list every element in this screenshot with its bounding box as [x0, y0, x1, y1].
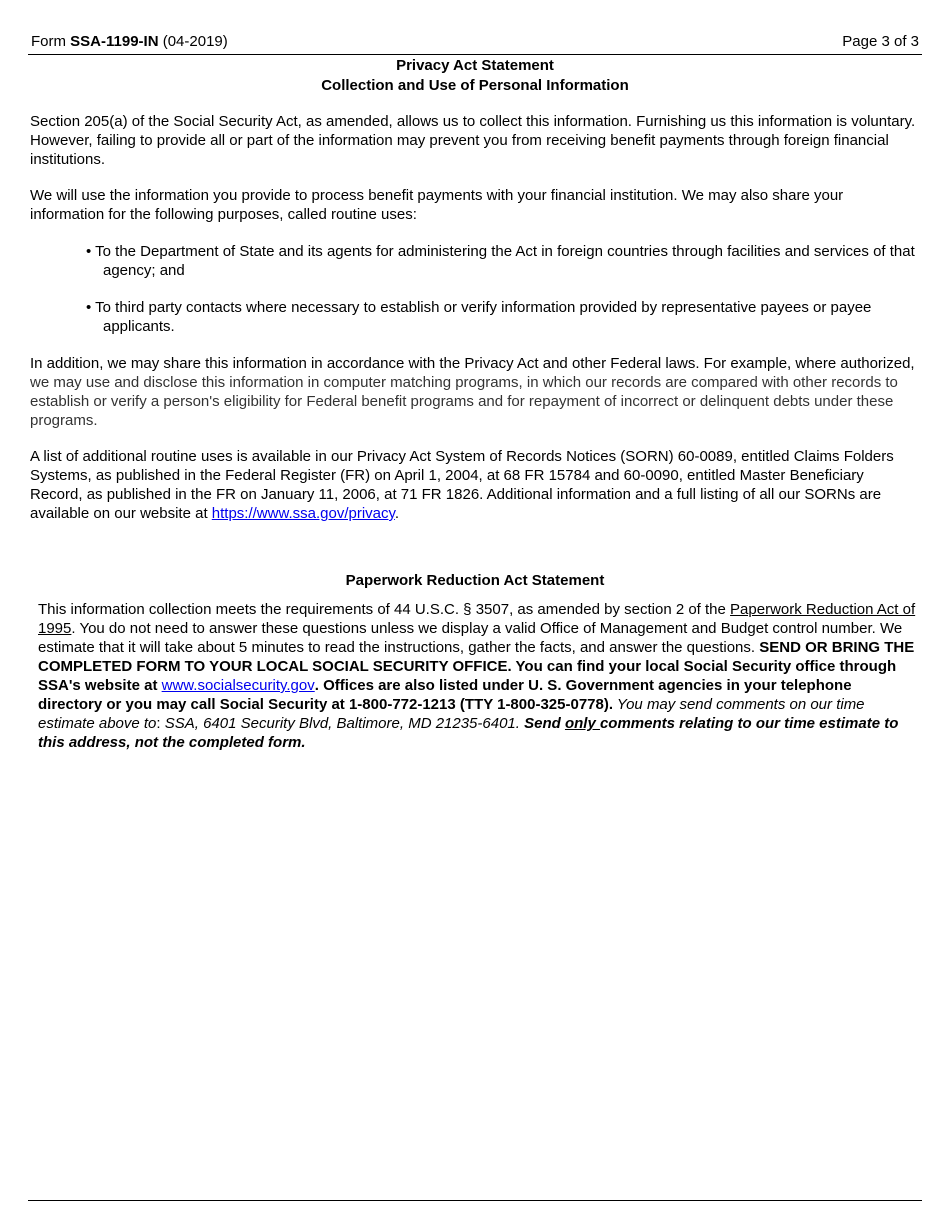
form-prefix: Form [31, 33, 71, 50]
pra-send-only-rest: comments relating to our time estimate to this address, not the completed form. [38, 715, 899, 751]
sorn-text: A list of additional routine uses is available in our Privacy Act System of Records Notices (SORN) 60-0089, entitled Claims Folders Systems, as published in the Federal Register (FR) on April 1, 2004, at 68 FR 15784 and 60-0090, entitled Master Beneficiary Record, as published in the FR on January 11, 2006, at 71 FR 1826. Additional information and a full listing of all our SORNs are available on our website at [30, 448, 894, 522]
routine-use-bullet-1: • To the Department of State and its agents for administering the Act in foreign countries through facilities and services of that agency; and [86, 243, 915, 279]
socialsecurity-gov-link[interactable]: www.socialsecurity.gov [161, 677, 315, 694]
pra-address: SSA, 6401 Security Blvd, Baltimore, MD 21235-6401. [164, 715, 520, 732]
privacy-paragraph-3 [30, 354, 920, 430]
footer-divider [28, 1200, 922, 1201]
pra-estimate-text: . You do not need to answer these questions unless we display a valid Office of Management and Budget control number. We estimate that it will take about 5 minutes to read the instructions, gather the facts, and answer the questions. [38, 620, 903, 656]
form-identifier [31, 32, 228, 51]
pra-offices-text: . Offices are also listed under U. S. Government agencies in your telephone directory or you may call Social Security at 1-800-772-1213 (TTY 1-800-325-0778). [38, 677, 852, 713]
paperwork-reduction-paragraph [38, 600, 918, 752]
pra-send-only-start: Send [519, 715, 565, 732]
privacy-paragraph-1: Section 205(a) of the Social Security Act, as amended, allows us to collect this information. Furnishing us this information is voluntary. However, failing to provide all or part of the information may prevent you from receiving benefit payments through foreign financial institutions. [30, 113, 916, 168]
privacy-act-heading [0, 56, 950, 96]
privacy-paragraph-2: We will use the information you provide to process benefit payments with your financial institution. We may also share your information for the following purposes, called routine uses: [30, 187, 844, 223]
privacy-paragraph-4 [30, 447, 920, 523]
page-number: Page 3 of 3 [842, 33, 919, 50]
form-number: SSA-1199-IN [70, 33, 159, 50]
pra-intro-text: This information collection meets the requirements of 44 U.S.C. § 3507, as amended by section 2 of the [38, 601, 731, 618]
routine-use-bullet-2: • To third party contacts where necessary to establish or verify information provided by representative payees or payee applicants. [86, 299, 872, 335]
form-header [28, 32, 922, 55]
paperwork-reduction-title: Paperwork Reduction Act Statement [345, 572, 605, 589]
ssa-privacy-link[interactable]: https://www.ssa.gov/privacy [211, 505, 395, 522]
pra-comments-text: You may send comments on our time estimate above to [38, 696, 865, 732]
privacy-act-subtitle: Collection and Use of Personal Information [321, 77, 629, 94]
sorn-text-end: . [394, 505, 400, 522]
pra-send-instruction: SEND OR BRING THE COMPLETED FORM TO YOUR LOCAL SOCIAL SECURITY OFFICE. You can find your local Social Security office through SSA's website at [38, 639, 915, 694]
privacy-act-title: Privacy Act Statement [396, 57, 554, 74]
pra-act-reference: Paperwork Reduction Act of 1995 [38, 601, 916, 637]
form-date: (04-2019) [158, 33, 228, 50]
privacy-paragraph-3-rest: we may use and disclose this information in computer matching programs, in which our records are compared with other records to establish or verify a person's eligibility for Federal benefit programs and for repayment of incorrect or delinquent debts under these programs. [30, 374, 898, 429]
pra-colon: : [156, 715, 165, 732]
pra-only-emphasis: only [564, 715, 600, 732]
privacy-paragraph-3-start: In addition, we may share this information in accordance with the Privacy Act and other Federal laws. For example, where authorized, [30, 355, 915, 372]
